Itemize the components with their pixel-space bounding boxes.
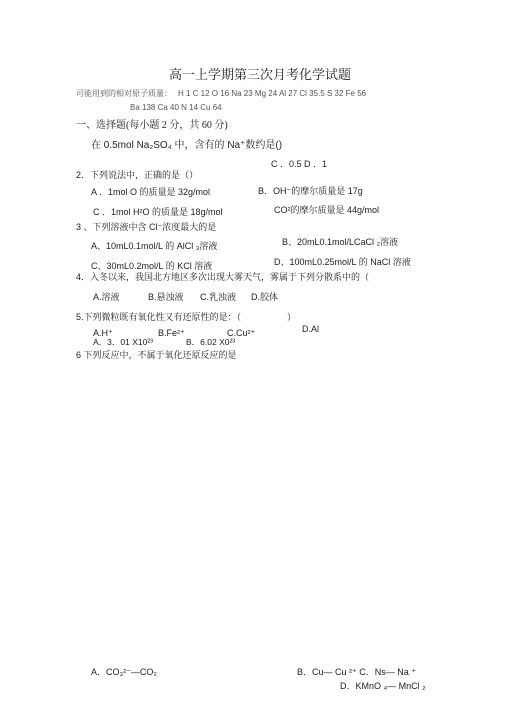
q6-option-d: D．KMnO ₄— MnCl ₂	[340, 681, 426, 691]
section-heading: 一、选择题(每小题 2 分，共 60 分)	[76, 120, 228, 131]
q2-option-b: B．OH⁻的摩尔质量是 17g	[258, 186, 363, 196]
q5-option-b: B.Fe²⁺	[158, 328, 185, 338]
q6-stem: 6 下列反应中，不属于氧化还原反应的是	[76, 350, 237, 360]
page-title: 高一上学期第三次月考化学试题	[169, 67, 352, 82]
q2-option-d: CO²的摩尔质量是 44g/mol	[274, 205, 380, 215]
q3-stem: 3 、下列溶液中含 Cl⁻浓度最大的是	[76, 222, 217, 232]
q4-option-a: A.溶液	[93, 292, 120, 302]
q4-option-d: D.胶体	[251, 292, 279, 302]
q4-option-b: B.悬浊液	[148, 292, 184, 302]
q2-option-a: A ．1mol O 的质量是 32g/mol	[91, 187, 211, 197]
q4-option-c: C.乳浊液	[200, 292, 237, 302]
q4-stem: 4．入冬以来，我国北方地区多次出现大雾天气，雾属于下列分散系中的（	[76, 272, 370, 282]
q5-close-paren: ）	[287, 312, 297, 322]
q1-option-a-stray: A．3．01 X10²³	[93, 337, 153, 347]
q6-option-bc: B．Cu— Cu ²⁺ C．Ns— Na ⁺	[297, 667, 417, 677]
q1-options: C ．0.5 D ．1	[271, 159, 328, 169]
q5-option-a: A.H⁺	[93, 328, 113, 338]
q3-option-d: D、100mL0.25mol/L 的 NaCl 溶液	[274, 257, 411, 267]
atomic-mass-line2: Ba 138 Ca 40 N 14 Cu 64	[130, 103, 222, 112]
q5-option-d: D.Al	[302, 324, 320, 334]
q5-stem: 5.下列微粒既有氧化性又有还原性的是：（	[76, 312, 242, 322]
q3-option-b: B、20mL0.1mol/LCaCl ₂溶液	[282, 237, 399, 247]
q1-option-b-stray: B．6.02 X0²³	[186, 337, 236, 347]
q1-stem: 在 0.5mol Na₂SO₄ 中，含有的 Na⁺数约是()	[91, 140, 283, 151]
q3-option-c: C、30mL0.2mol/L 的 KCl 溶液	[91, 261, 213, 271]
q2-stem: 2．下列说法中，正确的是（）	[76, 170, 199, 180]
atomic-mass-label: 可能用到的相对原子质量：	[76, 89, 172, 98]
q6-option-a: A．CO₃²⁻—CO₂	[91, 667, 157, 677]
q2-option-c: C ．1mol H²O 的质量是 18g/mol	[93, 207, 223, 217]
atomic-mass-line1: H 1 C 12 O 16 Na 23 Mg 24 Al 27 Cl 35.5 S 32 Fe 56	[178, 89, 367, 98]
q5-option-c: C.Cu²⁺	[227, 328, 256, 338]
q3-option-a: A、10mL0.1mol/L 的 AlCl ₃溶液	[91, 241, 218, 251]
